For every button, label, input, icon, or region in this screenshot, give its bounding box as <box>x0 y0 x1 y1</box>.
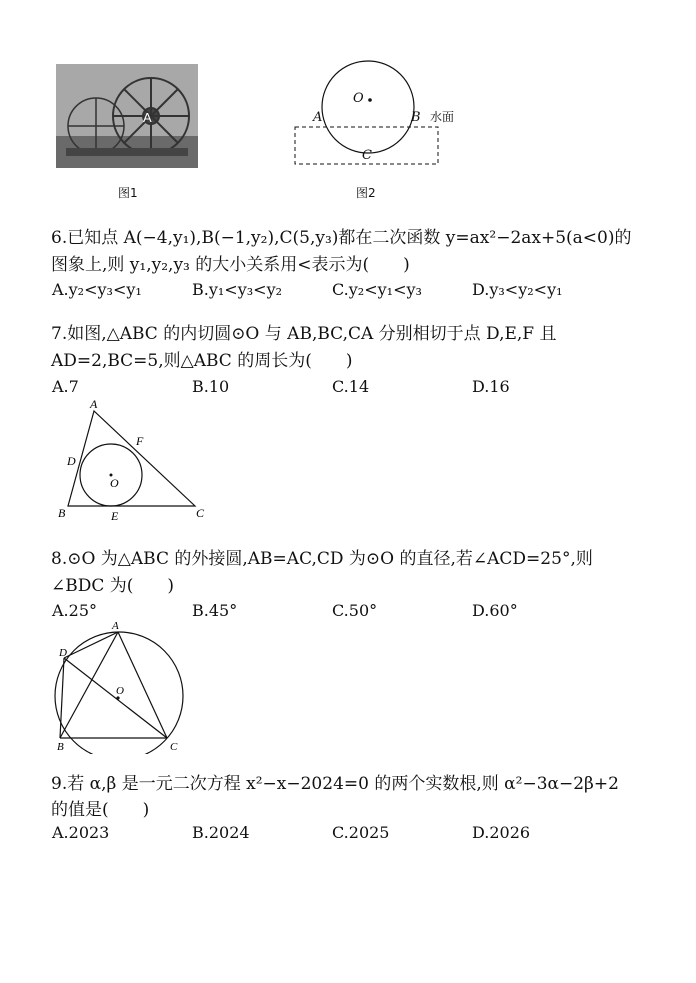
figure1-photo <box>56 64 198 168</box>
q7-label-c: C <box>196 506 205 520</box>
q9-option-a[interactable]: A.2023 <box>52 823 110 842</box>
q8-label-b: B <box>57 741 64 753</box>
q9-line2: 的值是( ) <box>51 800 150 820</box>
q6-option-b[interactable]: B.y₁<y₃<y₂ <box>192 280 283 299</box>
q9-option-c[interactable]: C.2025 <box>332 823 390 842</box>
fig2-label-o: O <box>353 91 364 106</box>
q6-option-d[interactable]: D.y₃<y₂<y₁ <box>472 280 563 299</box>
q9-option-d[interactable]: D.2026 <box>472 823 531 842</box>
q6-line1: 6.已知点 A(−4,y₁),B(−1,y₂),C(5,y₃)都在二次函数 y=ax²−2ax+5(a<0)的 <box>51 228 632 248</box>
figure1-caption: 图1 <box>118 186 138 200</box>
water-wheel-image <box>56 64 198 168</box>
q8-label-o: O <box>116 685 124 697</box>
q6-option-c[interactable]: C.y₂<y₁<y₃ <box>332 280 422 299</box>
q8-line2: ∠BDC 为( ) <box>51 576 175 596</box>
q9-option-b[interactable]: B.2024 <box>192 823 250 842</box>
q7-option-d[interactable]: D.16 <box>472 377 510 396</box>
q7-label-e: E <box>111 509 119 523</box>
q8-option-a[interactable]: A.25° <box>52 601 97 620</box>
figure2-caption: 图2 <box>356 186 376 200</box>
wheel-label-a: A <box>143 110 152 125</box>
q7-option-b[interactable]: B.10 <box>192 377 230 396</box>
q7-option-c[interactable]: C.14 <box>332 377 370 396</box>
q8-label-c: C <box>170 741 178 753</box>
q7-label-d: D <box>67 454 76 468</box>
fig2-water-label: 水面 <box>430 110 455 124</box>
fig2-label-c: C <box>362 148 372 163</box>
q8-circumcircle-diagram <box>50 618 190 754</box>
q7-line1: 7.如图,△ABC 的内切圆⊙O 与 AB,BC,CA 分别相切于点 D,E,F 且 <box>51 324 557 344</box>
q6-option-a[interactable]: A.y₂<y₃<y₁ <box>52 280 142 299</box>
q7-label-o: O <box>110 476 119 490</box>
q8-line1: 8.⊙O 为△ABC 的外接圆,AB=AC,CD 为⊙O 的直径,若∠ACD=25°,则 <box>51 549 593 569</box>
fig2-label-b: B <box>411 110 421 125</box>
q7-label-a: A <box>90 397 98 411</box>
q7-incircle-diagram <box>50 395 220 525</box>
fig2-label-a: A <box>313 110 323 125</box>
q7-line2: AD=2,BC=5,则△ABC 的周长为( ) <box>51 351 353 371</box>
q8-label-d: D <box>59 647 67 659</box>
q8-label-a: A <box>112 620 119 632</box>
q6-line2: 图象上,则 y₁,y₂,y₃ 的大小关系用<表示为( ) <box>51 255 410 275</box>
q8-option-c[interactable]: C.50° <box>332 601 378 620</box>
q8-option-b[interactable]: B.45° <box>192 601 238 620</box>
q7-option-a[interactable]: A.7 <box>52 377 79 396</box>
q7-label-f: F <box>136 434 144 448</box>
q7-label-b: B <box>58 506 66 520</box>
q8-option-d[interactable]: D.60° <box>472 601 518 620</box>
q9-line1: 9.若 α,β 是一元二次方程 x²−x−2024=0 的两个实数根,则 α²−3α−2β+2 <box>51 774 619 794</box>
